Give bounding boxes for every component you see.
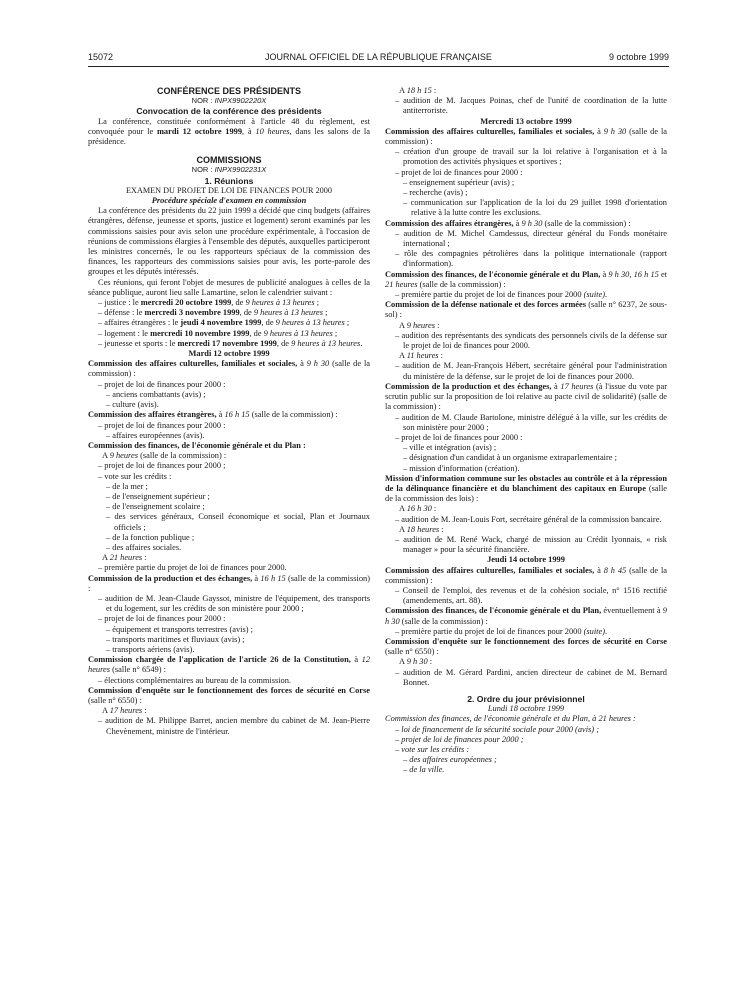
agenda-item: – vote sur les crédits : (98, 471, 172, 481)
agenda-subitem: – de l'enseignement scolaire ; (106, 502, 205, 512)
agenda-item: – audition de M. Philippe Barret, ancien membre du cabinet de M. Jean-Pierre Chevènement, ministre de l'intérieur. (98, 716, 370, 736)
agenda-subitem: – transports aériens (avis). (106, 644, 195, 654)
agenda-subitem: – enseignement supérieur (avis) ; (403, 177, 515, 187)
agenda-item: – première partie du projet de loi de finances pour 2000. (98, 563, 287, 573)
right-column (385, 86, 667, 776)
agenda-entry: Commission de la production et des échanges, à 16 h 15 (salle de la commission) : (88, 573, 371, 593)
calendar-item: – défense : le mercredi 3 novembre 1999, de 9 heures à 13 heures ; (98, 308, 328, 318)
agenda-entry: Commission de la production et des échanges, à 17 heures (à l'issue du vote par scrutin public sur la proposition de loi relative au pacte civil de solidarité) (salle de la commission) : (385, 381, 667, 412)
agenda-entry: Commission chargée de l'application de l'article 26 de la Constitution, à 12 heures (salle n° 6549) : (88, 655, 370, 675)
agenda-item: – loi de financement de la sécurité sociale pour 2000 (avis) ; (395, 724, 599, 734)
agenda-item: – vote sur les crédits : (395, 745, 470, 754)
agenda-subitem: – de la mer ; (106, 481, 148, 491)
agenda-subitem: – culture (avis). (106, 400, 159, 410)
agenda-subitem: – de la ville. (403, 765, 445, 775)
agenda-item: – projet de loi de finances pour 2000 : (98, 420, 226, 430)
agenda-item: – projet de loi de finances pour 2000 : (98, 614, 226, 624)
issue-date: 9 octobre 1999 (608, 52, 669, 62)
agenda-item: – audition de M. René Wack, chargé de mission au Crédit lyonnais, « risk manager » pour la sécurité financière. (395, 534, 667, 555)
procedure-title: Procédure spéciale d'examen en commission (151, 196, 307, 206)
agenda-item: – audition de M. Jacques Poinas, chef de l'unité de coordination de la lutte antiterroriste. (395, 96, 667, 116)
calendar-item: – jeunesse et sports : le mercredi 17 novembre 1999, de 9 heures à 13 heures. (98, 338, 363, 348)
agenda-entry: Commission des affaires étrangères, à 16 h 15 (salle de la commission) : (88, 410, 338, 420)
day-heading-tuesday: Mardi 12 octobre 1999 (188, 349, 270, 359)
reunions-title: 1. Réunions (204, 175, 254, 186)
agenda-item: – projet de loi de finances pour 2000 : (395, 167, 523, 177)
agenda-item: – élections complémentaires au bureau de la commission. (98, 675, 292, 685)
agenda-entry: Commission des finances, de l'économie générale et du Plan, à 9 h 30, 16 h 15 et 21 heures (salle de la commission) : (385, 269, 667, 289)
agenda-time: A 11 heures : (399, 351, 443, 361)
agenda-entry: Commission des affaires culturelles, familiales et sociales, à 8 h 45 (salle de la commission) : (385, 565, 668, 585)
page-number: 15072 (88, 52, 114, 62)
agenda-entry: Commission d'enquête sur le fonctionnement des forces de sécurité en Corse (salle n° 6550) : (385, 636, 667, 657)
agenda-item: – projet de loi de finances pour 2000 : (395, 432, 523, 442)
agenda-time: A 9 heures (salle de la commission) : (102, 451, 227, 461)
ordre-du-jour-title: 2. Ordre du jour prévisionnel (467, 693, 585, 704)
agenda-item: – projet de loi de finances pour 2000 ; (395, 734, 524, 744)
agenda-time: A 9 heures : (399, 320, 440, 330)
agenda-item: – projet de loi de finances pour 2000 ; (98, 461, 226, 471)
agenda-item: – création d'un groupe de travail sur la loi relative à l'organisation et à la promotion des activités physiques et sportives ; (395, 147, 667, 167)
agenda-entry: Mission d'information commune sur les obstacles au contrôle et à la répression de la délinquance financière et du blanchiment des capitaux en Europe (salle de la commission des lois) : (385, 473, 668, 504)
agenda-item: – première partie du projet de loi de finances pour 2000 (suite). (395, 290, 608, 300)
agenda-entry: Commission des finances, de l'économie générale et du Plan, à 21 heures : (385, 714, 636, 724)
header-rule (88, 66, 669, 67)
agenda-subitem: – des affaires européennes ; (403, 755, 497, 765)
procedure-paragraph-2: Ces réunions, qui feront l'objet de mesures de publicité analogues à celles de la séance publique, auront lieu salle Lamartine, selon le calendrier suivant : (88, 277, 370, 297)
journal-title: JOURNAL OFFICIEL DE LA RÉPUBLIQUE FRANÇAISE (265, 52, 492, 62)
agenda-time: A 16 h 30 : (399, 504, 437, 514)
calendar-item: – justice : le mercredi 20 octobre 1999, de 9 heures à 13 heures ; (98, 298, 320, 308)
calendar-list (88, 298, 370, 349)
agenda-subitem: – communication sur l'application de la loi du 29 juillet 1998 d'orientation relative à la lutte contre les exclusions. (403, 198, 667, 218)
convocation-title: Convocation de la conférence des présidents (136, 106, 322, 117)
agenda-item: – audition des représentants des syndicats des personnels civils de la défense sur le projet de loi de finances pour 2000. (395, 330, 667, 351)
left-column (88, 86, 370, 737)
agenda-subitem: – ville et intégration (avis) ; (403, 443, 497, 453)
agenda-item: – première partie du projet de loi de finances pour 2000 (suite). (395, 626, 608, 636)
agenda-item: – audition de M. Claude Bartolone, ministre délégué à la ville, sur les crédits de son ministère pour 2000 ; (395, 412, 667, 432)
agenda-item: – audition de M. Michel Camdessus, directeur général du Fonds monétaire international ; (395, 228, 667, 249)
agenda-subitem: – des services généraux, Conseil économique et social, Plan et Journaux officiels ; (106, 512, 370, 532)
agenda-item: – audition de M. Jean-Louis Fort, secrétaire général de la commission bancaire. (395, 514, 662, 524)
agenda-time: A 18 h 15 : (399, 86, 437, 95)
agenda-subitem: – désignation d'un candidat à un organisme extraparlementaire ; (403, 453, 617, 463)
agenda-item: – audition de M. Gérard Pardini, ancien directeur de cabinet de M. Bernard Bonnet. (395, 667, 667, 687)
agenda-item: – projet de loi de finances pour 2000 : (98, 379, 226, 389)
day-heading-monday: Lundi 18 octobre 1999 (487, 704, 565, 714)
agenda-subitem: – transports maritimes et fluviaux (avis) ; (106, 634, 245, 644)
commissions-nor: NOR : INPX9902231X (191, 165, 267, 175)
procedure-paragraph-1: La conférence des présidents du 22 juin 1999 a décidé que cinq budgets (affaires étrangères, défense, jeunesse et sports, justice et logement) seront examinés par les commissions saisies pour avis selon une procédure expérimentale, à l'occasion de réunions de commissions élargies à l'ensemble des députés, auxquelles participeront les ministres concernés, le ou les rapporteurs spéciaux de la commission des finances, les rapporteurs des commissions saisies pour avis, les porte-parole des groupes et les députés intéressés. (88, 206, 370, 277)
agenda-entry: Commission des finances, de l'économie générale et du Plan, éventuellement à 9 h 30 (salle de la commission) : (385, 606, 667, 626)
agenda-item: – rôle des compagnies pétrolières dans la politique internationale (rapport d'information). (395, 249, 667, 269)
agenda-subitem: – affaires européennes (avis). (106, 430, 205, 440)
agenda-entry: Commission de la défense nationale et des forces armées (salle n° 6237, 2e sous-sol) : (385, 300, 667, 320)
agenda-entry: Commission des affaires étrangères, à 9 h 30 (salle de la commission) : (385, 218, 631, 228)
agenda-subitem: – des affaires sociales. (106, 542, 182, 552)
agenda-subitem: – de l'enseignement supérieur ; (106, 491, 210, 501)
agenda-entry: Commission des affaires culturelles, familiales et sociales, à 9 h 30 (salle de la commission) : (385, 126, 668, 147)
agenda-subitem: – anciens combattants (avis) ; (106, 389, 206, 399)
agenda-time: A 9 h 30 : (399, 657, 433, 667)
agenda-item: – audition de M. Jean-François Hébert, secrétaire général pour l'administration du ministère de la défense, sur le projet de loi de finances pour 2000. (395, 361, 667, 381)
commissions-title: COMMISSIONS (196, 155, 262, 166)
agenda-entry: Commission d'enquête sur le fonctionnement des forces de sécurité en Corse (salle n° 6550) : (88, 685, 370, 705)
examen-title: EXAMEN DU PROJET DE LOI DE FINANCES POUR 2000 (126, 185, 332, 195)
agenda-subitem: – mission d'information (création). (403, 463, 520, 473)
agenda-time: A 21 heures : (102, 553, 147, 563)
agenda-time: A 17 heures : (102, 706, 147, 716)
agenda-item: – Conseil de l'emploi, des revenus et de la cohésion sociale, n° 1516 rectifié (amendements, art. 88). (395, 585, 667, 606)
agenda-subitem: – recherche (avis) ; (403, 188, 468, 198)
agenda-subitem: – équipement et transports terrestres (avis) ; (106, 624, 253, 634)
agenda-subitem: – de la fonction publique ; (106, 532, 195, 542)
conference-nor: NOR : INPX9902220X (191, 96, 267, 106)
agenda-item: – audition de M. Jean-Claude Gayssot, ministre de l'équipement, des transports et du logement, sur les crédits de son ministère pour 2000 ; (98, 593, 370, 614)
calendar-item: – logement : le mercredi 10 novembre 1999, de 9 heures à 13 heures ; (98, 328, 338, 338)
agenda-time: A 18 heures : (399, 524, 444, 534)
agenda-entry: Commission des affaires culturelles, familiales et sociales, à 9 h 30 (salle de la commission) : (88, 359, 371, 379)
calendar-item: – affaires étrangères : le jeudi 4 novembre 1999, de 9 heures à 13 heures ; (98, 318, 350, 328)
running-header (88, 52, 669, 66)
day-heading-thursday: Jeudi 14 octobre 1999 (487, 555, 565, 565)
day-heading-wednesday: Mercredi 13 octobre 1999 (480, 116, 572, 126)
agenda-entry: Commission des finances, de l'économie générale et du Plan : (88, 440, 306, 450)
conference-title: CONFÉRENCE DES PRÉSIDENTS (156, 86, 302, 96)
convocation-text: La conférence, constituée conformément à l'article 48 du règlement, est convoquée pour le mardi 12 octobre 1999, à 10 heures, dans les salons de la présidence. (88, 116, 370, 147)
